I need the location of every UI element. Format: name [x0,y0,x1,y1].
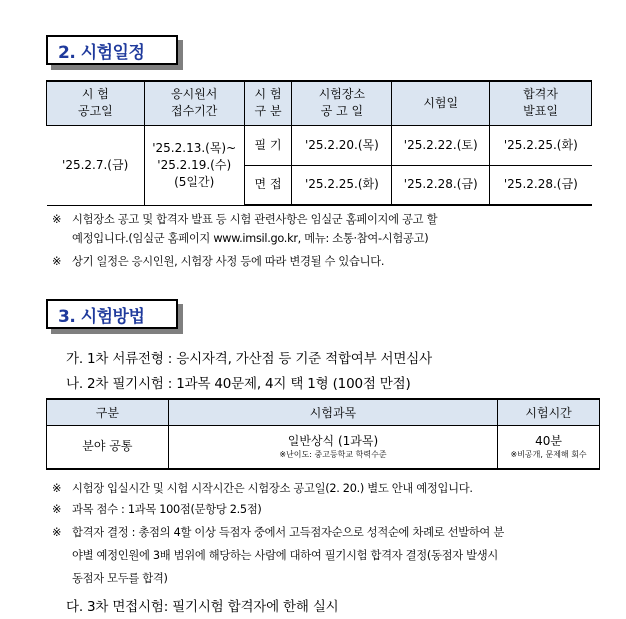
method-note-2: ※ 과목 점수 : 1과목 100점(문항당 2.5점) [52,503,262,516]
venue-notice-cell: '25.2.20.(목) [292,125,392,165]
subject-cell: 일반상식 (1과목) ※난이도: 중고등학교 학력수준 [168,425,497,469]
method-note-3: ※ 합격자 결정 : 총점의 4할 이상 득점자 중에서 고득점자순으로 성적순에 차례로 선발하여 분 야별 예정인원에 3배 범위에 해당하는 사람에 대하여 필기시험 합격자 결정(동점자 발생시 동점자 모두를 합격) [52,526,504,585]
written-exam-table [46,398,600,470]
exam-type-cell: 면 접 [244,165,292,205]
schedule-note-1: ※ 시험장소 공고 및 합격자 발표 등 시험 관련사항은 임실군 홈페이지에 공고 할 예정입니다.(임실군 홈페이지 www.imsil.go.kr, 메뉴: 소통·참여-시험공고) [52,213,438,245]
exam-schedule-table [46,80,592,206]
header-venue-notice: 시험장소 공 고 일 [292,81,392,125]
header-exam-date: 시험일 [392,81,490,125]
section-2-title: 2. 시험일정 [46,35,178,65]
venue-notice-cell: '25.2.25.(화) [292,165,392,205]
header-result-date: 합격자 발표일 [490,81,592,125]
exam-date-cell: '25.2.22.(토) [392,125,490,165]
method-note-1: ※ 시험장 입실시간 및 시험 시작시간은 시험장소 공고일(2. 20.) 별도 안내 예정입니다. [52,482,473,495]
header-exam-type: 시 험 구 분 [244,81,292,125]
result-date-cell: '25.2.25.(화) [490,125,592,165]
exam-type-cell: 필 기 [244,125,292,165]
header-time: 시험시간 [498,399,600,425]
category-cell: 분야 공통 [47,425,169,469]
header-subject: 시험과목 [168,399,497,425]
header-category: 구분 [47,399,169,425]
exam-date-cell: '25.2.28.(금) [392,165,490,205]
table-row [47,425,600,469]
header-notice-date: 시 험 공고일 [47,81,145,125]
method-item-interview: 다. 3차 면접시험: 필기시험 합격자에 한해 실시 [66,599,339,615]
method-item-written: 나. 2차 필기시험 : 1과목 40문제, 4지 택 1형 (100점 만점) [66,376,411,392]
section-3-title: 3. 시험방법 [46,299,178,329]
result-date-cell: '25.2.28.(금) [490,165,592,205]
method-item-document: 가. 1차 서류전형 : 응시자격, 가산점 등 기준 적합여부 서면심사 [66,351,432,367]
time-cell: 40분 ※비공개, 문제해 회수 [498,425,600,469]
table-row [47,125,592,165]
notice-date-cell: '25.2.7.(금) [47,125,145,205]
header-application-period: 응시원서 접수기간 [144,81,244,125]
application-period-cell: '25.2.13.(목)~ '25.2.19.(수) (5일간) [144,125,244,205]
schedule-note-2: ※ 상기 일정은 응시인원, 시험장 사정 등에 따라 변경될 수 있습니다. [52,255,385,268]
